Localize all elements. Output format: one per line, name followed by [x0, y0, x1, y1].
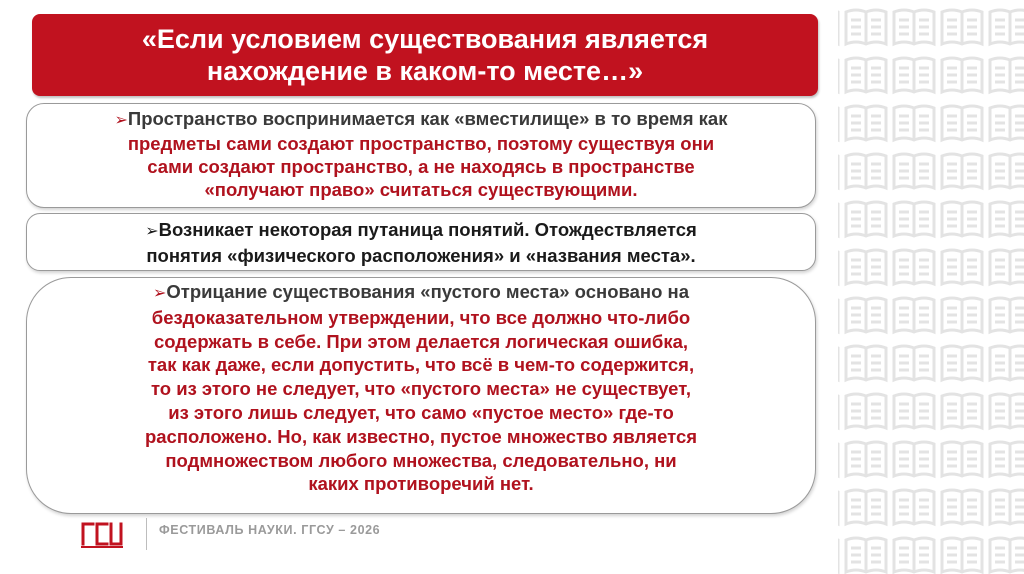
box2-line-2: понятия «физического расположения» и «названия места».: [146, 245, 696, 266]
box3-line-7: расположено. Но, как известно, пустое множество является: [144, 425, 698, 447]
book-pattern-decoration: [838, 0, 1024, 574]
content-box-1: [26, 103, 816, 208]
title-line-1: «Если условием существования является: [141, 24, 709, 54]
arrow-bullet-icon: ➢: [145, 223, 159, 240]
arrow-bullet-icon: ➢: [152, 285, 167, 302]
box2-text-1: Возникает некоторая путаница понятий. Отождествляется: [158, 219, 697, 240]
footer-divider: [146, 518, 147, 550]
box1-line-1: [27, 107, 815, 132]
arrow-bullet-icon: ➢: [114, 112, 128, 129]
footer-caption: ФЕСТИВАЛЬ НАУКИ. ГГСУ – 2026: [159, 523, 381, 537]
box3-line-2: бездоказательном утверждении, что все должно что-либо: [151, 306, 691, 328]
box1-line-2: предметы сами создают пространство, поэтому существуя они: [127, 133, 715, 154]
box3-line-3: содержать в себе. При этом делается логическая ошибка,: [153, 330, 689, 352]
box2-line-1: [27, 218, 815, 244]
box1-line-4: «получают право» считаться существующими.: [204, 179, 638, 200]
title-line-2: нахождение в каком-то месте…»: [206, 56, 644, 86]
box3-line-9: каких противоречий нет.: [308, 473, 534, 495]
content-box-3: [26, 277, 816, 514]
box3-line-5: то из этого не следует, что «пустого места» не существует,: [150, 378, 692, 400]
gsu-logo-icon: [80, 520, 124, 548]
content-box-2: [26, 213, 816, 271]
box3-text-1: Отрицание существования «пустого места» основано на: [166, 281, 689, 302]
gsu-logo: [80, 520, 124, 548]
box3-line-6: из этого лишь следует, что само «пустое место» где-то: [168, 401, 674, 423]
box1-text-1: Пространство воспринимается как «вместилище» в то время как: [127, 108, 728, 129]
book-pattern-icon: [838, 0, 1024, 574]
box1-line-3: сами создают пространство, а не находясь в пространстве: [147, 156, 695, 177]
box3-line-1: [27, 280, 815, 306]
box3-line-4: так как даже, если допустить, что всё в чем-то содержится,: [147, 354, 695, 376]
box3-line-8: подмножеством любого множества, следовательно, ни: [165, 449, 677, 471]
slide-title: [32, 14, 818, 96]
